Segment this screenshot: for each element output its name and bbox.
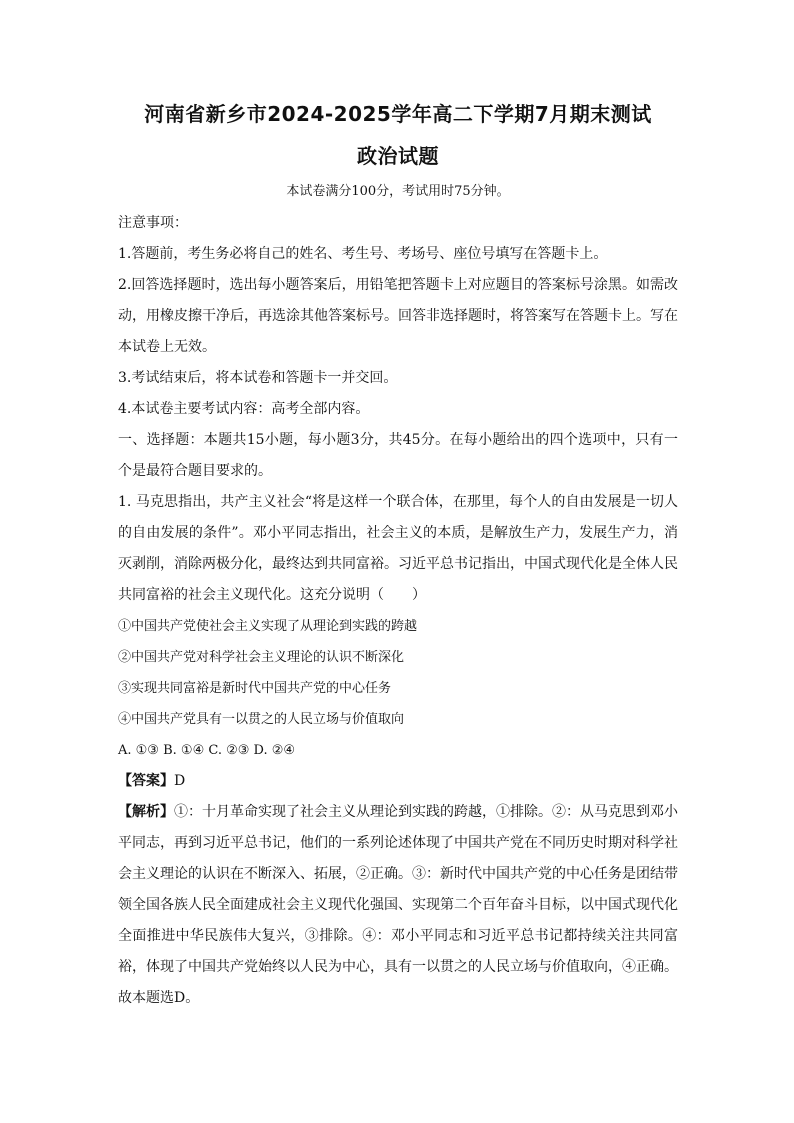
answer-line	[118, 766, 678, 797]
statement-item: ②中国共产党对科学社会主义理论的认识不断深化	[118, 650, 405, 665]
notes-section	[118, 208, 678, 425]
note-item: 1.答题前，考生务必将自己的姓名、考生号、考场号、座位号填写在答题卡上。	[118, 246, 608, 262]
note-item: 2.回答选择题时，选出每小题答案后，用铅笔把答题卡上对应题目的答案标号涂黑。如需改动，用橡皮擦干净后，再选涂其他答案标号。回答非选择题时，将答案写在答题卡上。写在本试卷上无效。	[118, 277, 678, 355]
analysis-paragraph	[118, 797, 678, 1014]
analysis-text: ①：十月革命实现了社会主义从理论到实践的跨越，①排除。②：从马克思到邓小平同志，再到习近平总书记，他们的一系列论述体现了中国共产党在不同历史时期对科学社会主义理论的认识在不断深入、拓展，②正确。③：新时代中国共产党的中心任务是团结带领全国各族人民全面建成社会主义现代化强国、实现第二个百年奋斗目标，以中国式现代化全面推进中华民族伟大复兴，③排除。④：邓小平同志和习近平总书记都持续关注共同富裕，体现了中国共产党始终以人民为中心，具有一以贯之的人民立场与价值取向，④正确。故本题选D。	[118, 804, 678, 1006]
analysis-label: 【解析】	[118, 804, 174, 820]
note-item: 4.本试卷主要考试内容：高考全部内容。	[118, 401, 370, 417]
note-item: 3.考试结束后，将本试卷和答题卡一并交回。	[118, 370, 398, 386]
notes-heading: 注意事项：	[118, 215, 188, 231]
section-heading: 一、选择题：本题共15小题，每小题3分，共45分。在每小题给出的四个选项中，只有一个是最符合题目要求的。	[118, 432, 678, 479]
exam-page	[118, 100, 678, 1014]
answer-choices: A. ①③ B. ①④ C. ②③ D. ②④	[118, 743, 296, 758]
exam-title: 河南省新乡市2024-2025学年高二下学期7月期末测试	[144, 102, 652, 126]
answer-value: D	[174, 773, 186, 789]
exam-meta: 本试卷满分100分，考试用时75分钟。	[286, 184, 510, 199]
statement-item: ④中国共产党具有一以贯之的人民立场与价值取向	[118, 712, 405, 727]
question-stem: 1. 马克思指出，共产主义社会“将是这样一个联合体，在那里，每个人的自由发展是一切人的自由发展的条件”。邓小平同志指出，社会主义的本质，是解放生产力，发展生产力，消灭剥削，消除两极分化，最终达到共同富裕。习近平总书记指出，中国式现代化是全体人民共同富裕的社会主义现代化。这充分说明（ ）	[118, 494, 678, 603]
statement-item: ③实现共同富裕是新时代中国共产党的中心任务	[118, 681, 392, 696]
question-1	[118, 487, 678, 1014]
statement-item: ①中国共产党使社会主义实现了从理论到实践的跨越	[118, 619, 418, 634]
answer-label: 【答案】	[118, 773, 174, 789]
subject-title: 政治试题	[357, 144, 439, 168]
